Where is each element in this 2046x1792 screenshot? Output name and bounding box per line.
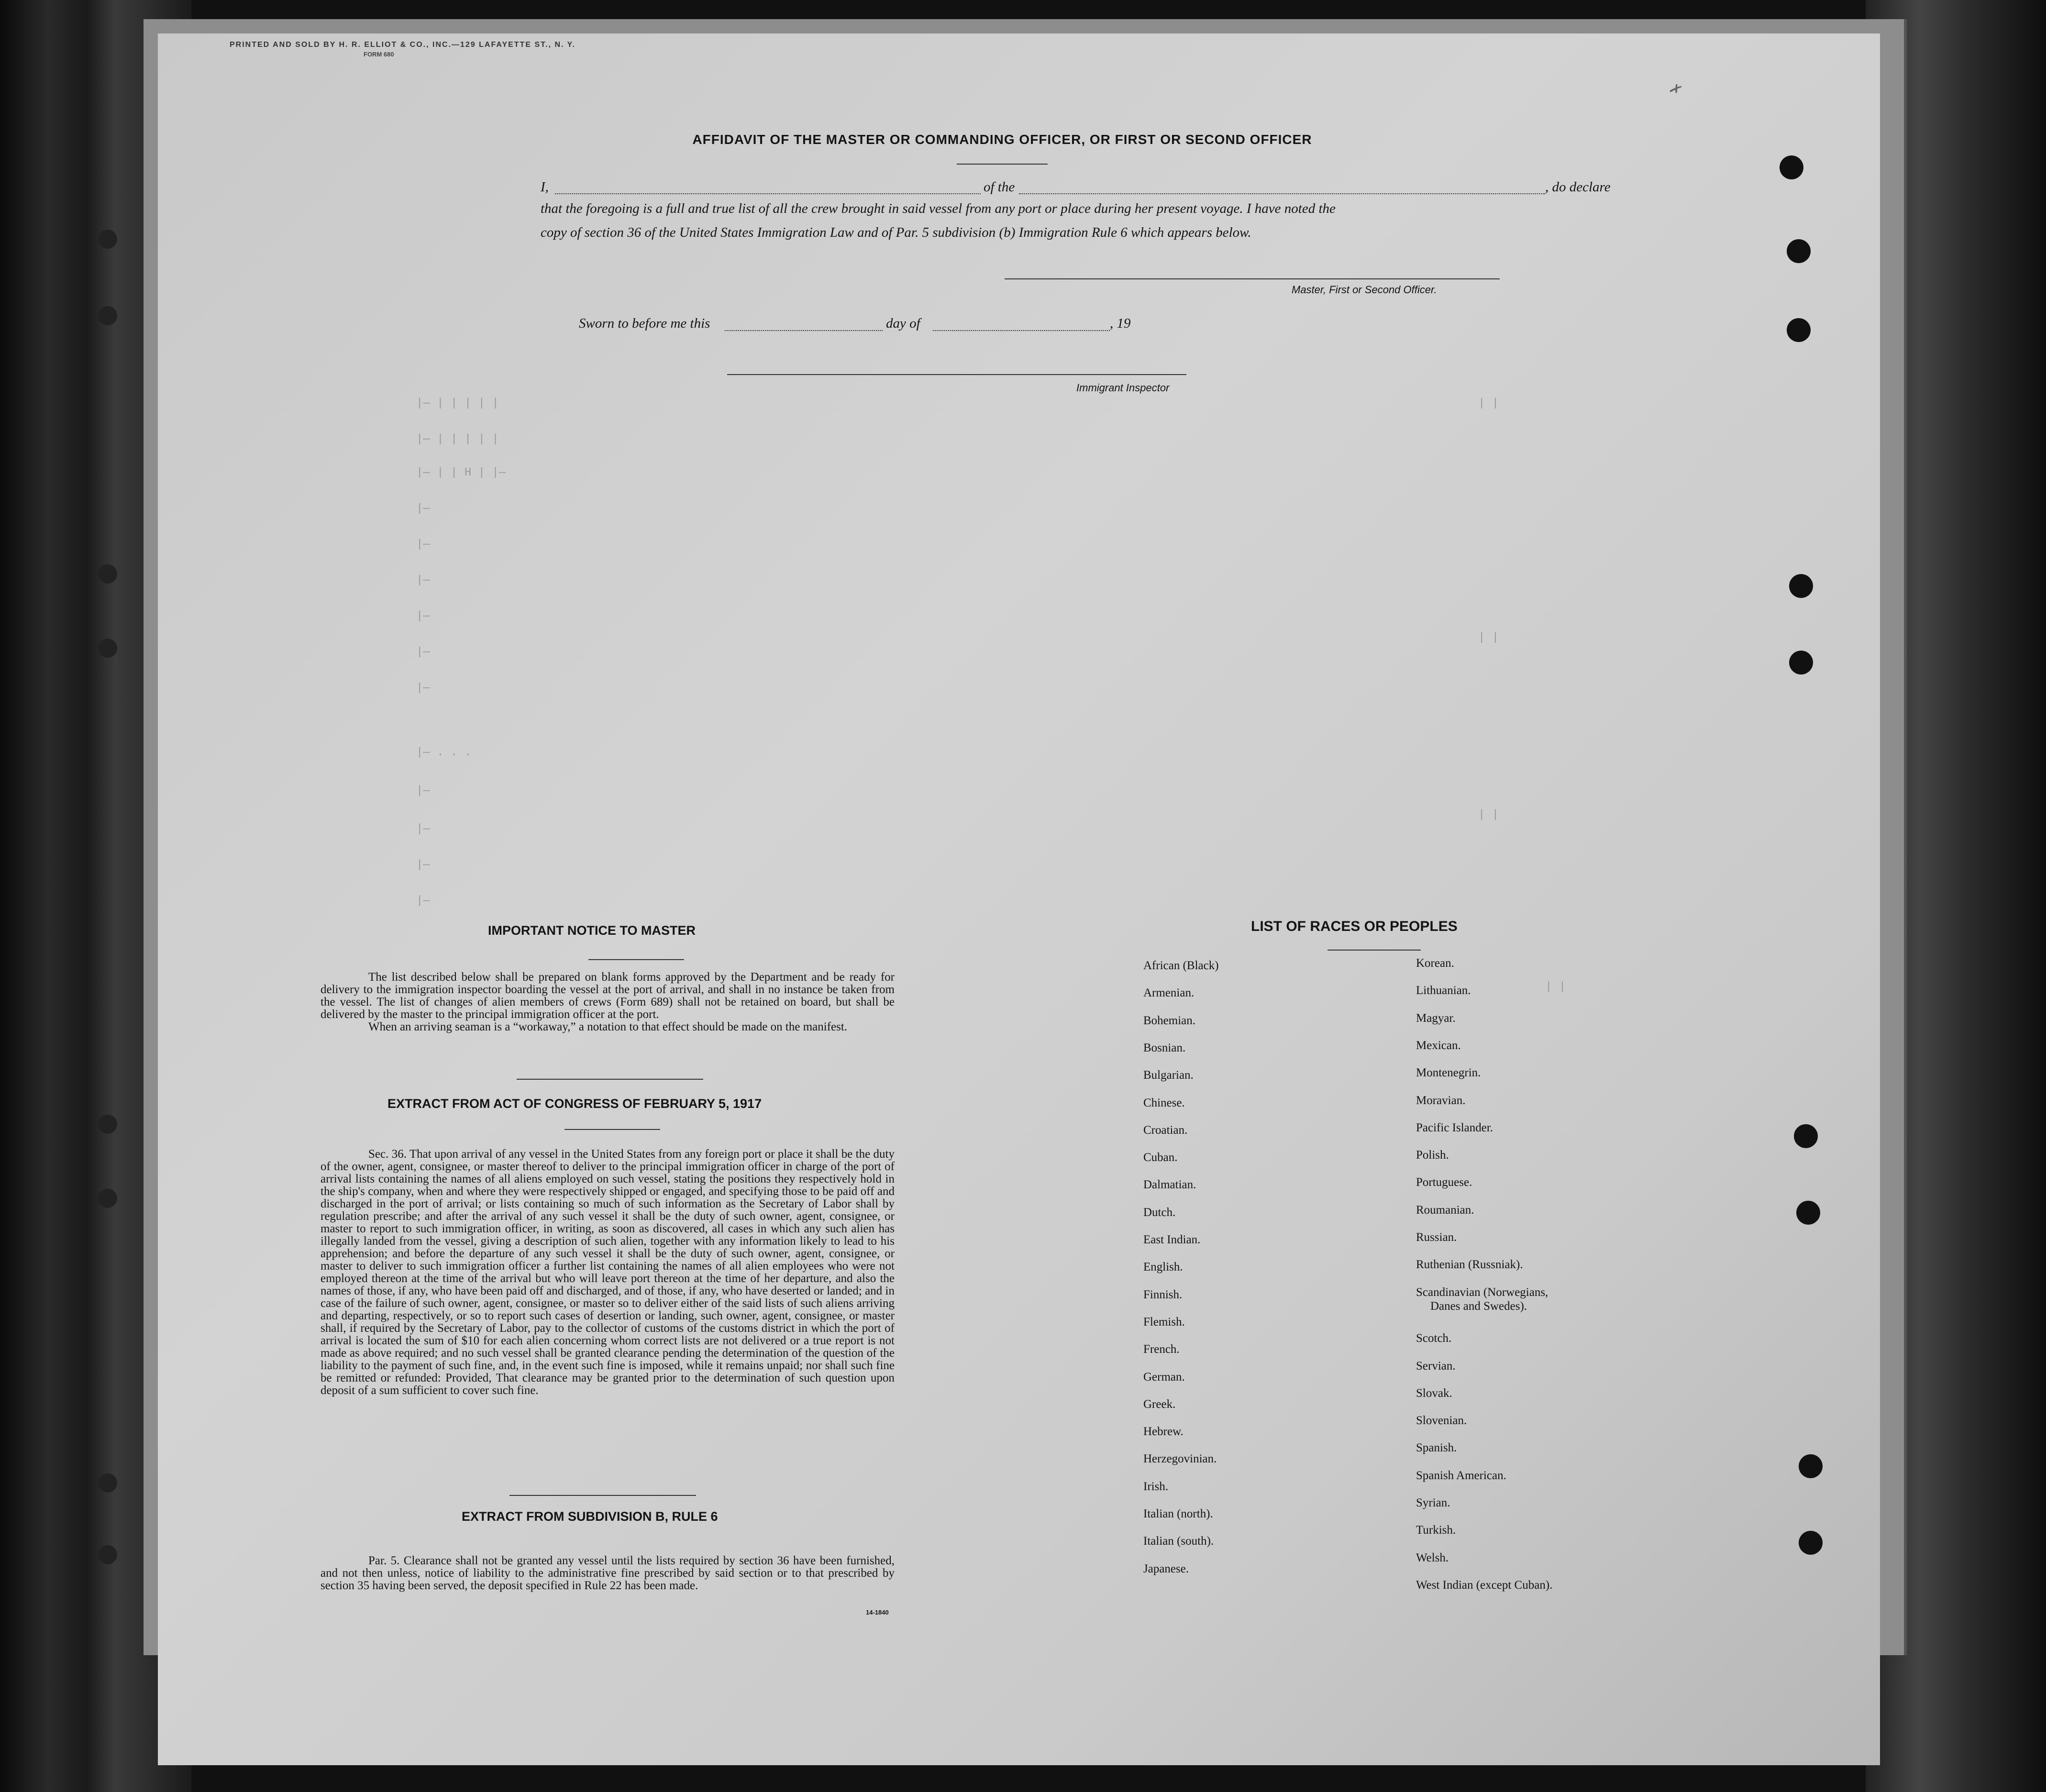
race-item: Slovak. — [1416, 1387, 1452, 1400]
race-item: Magyar. — [1416, 1012, 1456, 1025]
race-item: Polish. — [1416, 1149, 1449, 1161]
race-item: Bosnian. — [1143, 1041, 1186, 1054]
year-label: , 19 — [1110, 316, 1131, 331]
punch-hole — [1789, 574, 1813, 598]
race-item: Flemish. — [1143, 1316, 1185, 1328]
race-item: Chinese. — [1143, 1096, 1185, 1109]
act-heading: EXTRACT FROM ACT OF CONGRESS OF FEBRUARY 5, 1917 — [387, 1096, 762, 1111]
punch-hole — [1799, 1454, 1823, 1478]
manifest-page — [158, 33, 1880, 1765]
show-through-marks: |— — [416, 785, 430, 797]
show-through-marks: |— | | H | |— — [416, 466, 506, 479]
sworn-label: Sworn to before me this — [579, 316, 710, 331]
race-item: Finnish. — [1143, 1288, 1183, 1301]
sworn-month-line — [933, 330, 1110, 331]
binder-hole — [98, 1115, 117, 1134]
punch-hole — [1789, 651, 1813, 675]
punch-hole — [1799, 1531, 1823, 1555]
show-through-marks: | | — [1478, 808, 1499, 821]
race-item: Herzegovinian. — [1143, 1452, 1217, 1465]
affidavit-i-label: I, — [541, 179, 549, 195]
race-item: Welsh. — [1416, 1551, 1449, 1564]
race-item: Dalmatian. — [1143, 1178, 1196, 1191]
show-through-marks: | | — [1545, 981, 1566, 994]
race-item: Italian (south). — [1143, 1535, 1214, 1548]
master-signature-label: Master, First or Second Officer. — [1292, 284, 1437, 296]
races-heading: LIST OF RACES OR PEOPLES — [1251, 918, 1458, 934]
race-item: Spanish American. — [1416, 1469, 1506, 1482]
show-through-marks: |— . . . — [416, 746, 472, 759]
binder-hole — [98, 306, 117, 325]
affidavit-line-2: that the foregoing is a full and true list of all the crew brought in said vessel from any port or place during her present voyage. I have noted the — [541, 201, 1336, 216]
race-item: English. — [1143, 1261, 1183, 1273]
sworn-day-line — [725, 330, 883, 331]
race-item: Roumanian. — [1416, 1204, 1474, 1217]
notice-paragraph-1: The list described below shall be prepared on blank forms approved by the Department and be ready for delivery to the immigration inspector boarding the vessel at the port of arrival, and shall in no instance be taken from the vessel. The list of changes of alien members of crews (Form 689) shall not be retained on board, but shall be delivered by the master to the principal immigration officer at the port. — [321, 971, 895, 1021]
punch-hole — [1787, 239, 1811, 263]
race-item: African (Black) — [1143, 959, 1219, 972]
show-through-marks: |— | | | | | — [416, 433, 499, 446]
day-of-label: day of — [886, 316, 920, 331]
race-item: Spanish. — [1416, 1441, 1457, 1454]
affidavit-vessel-line — [1019, 193, 1545, 194]
affidavit-do-declare: , do declare — [1545, 179, 1611, 195]
race-item: Irish. — [1143, 1480, 1169, 1493]
race-item: Portuguese. — [1416, 1176, 1472, 1189]
race-item: Mexican. — [1416, 1039, 1461, 1052]
race-item: Montenegrin. — [1416, 1066, 1481, 1079]
binder-hole — [98, 1473, 117, 1493]
race-item: Cuban. — [1143, 1151, 1178, 1164]
notice-rule — [588, 959, 684, 960]
race-item: Pacific Islander. — [1416, 1121, 1493, 1134]
race-item: Russian. — [1416, 1231, 1457, 1244]
race-item: West Indian (except Cuban). — [1416, 1579, 1553, 1592]
binder-hole — [98, 230, 117, 249]
act-bottom-rule — [564, 1129, 660, 1130]
affidavit-name-line — [555, 193, 981, 194]
rule-top-rule — [509, 1495, 696, 1496]
race-item: Armenian. — [1143, 986, 1194, 999]
notice-text — [321, 971, 895, 1033]
show-through-marks: |— | | | | | — [416, 397, 499, 410]
pen-mark: ✗ — [1666, 79, 1685, 100]
act-section-36: Sec. 36. That upon arrival of any vessel in the United States from any foreign port or place it shall be the duty of the owner, agent, consignee, or master thereof to deliver to the principal immigration officer in charge of the port of arrival lists containing the names of all aliens employed on such vessel, stating the positions they respectively hold in the ship's company, when and where they were respectively shipped or engaged, and specifying those to be paid off and discharged in the port of arrival; or lists containing so much of such information as the Secretary of Labor shall by regulation prescribe; and after the arrival of any such vessel it shall be the duty of such owner, agent, consignee, or master to report to such immigration officer, in writing, as soon as discovered, all cases in which any such alien has illegally landed from the vessel, giving a description of such alien, together with any information likely to lead to his apprehension; and before the departure of any such vessel it shall be the duty of such owner, agent, consignee, or master to deliver to such immigration officer a further list containing the names of all alien employees who were not employed thereon at the time of the arrival but who will leave port thereon at the time of her departure, and also the names of those, if any, who have been paid off and discharged, and of those, if any, who have deserted or landed; and in case of the failure of such owner, agent, consignee, or master so to deliver either of the said lists of such aliens arriving and departing, respectively, or so to report such cases of desertion or landing, such owner, agent, consignee, or master shall, if required by the Secretary of Labor, pay to the collector of customs of the customs district in which the port of arrival is located the sum of $10 for each alien concerning whom correct lists are not delivered or a true report is not made as above required; and no such vessel shall be granted clearance pending the determination of the question of the liability to the payment of such fine, and, in the event such fine is imposed, while it remains unpaid; nor shall such fine be remitted or refunded: Provided, That clearance may be granted prior to the determination of such question upon deposit of a sum sufficient to cover such fine. — [321, 1148, 895, 1397]
race-item: Servian. — [1416, 1360, 1456, 1372]
show-through-marks: |— — [416, 895, 430, 907]
affidavit-heading: AFFIDAVIT OF THE MASTER OR COMMANDING OFFICER, OR FIRST OR SECOND OFFICER — [692, 132, 1312, 147]
show-through-marks: |— — [416, 502, 430, 515]
race-item: Italian (north). — [1143, 1507, 1213, 1520]
show-through-marks: |— — [416, 823, 430, 836]
act-text — [321, 1148, 895, 1397]
races-rule — [1327, 950, 1421, 951]
race-item: Scandinavian (Norwegians, — [1416, 1286, 1548, 1299]
race-item: Bulgarian. — [1143, 1069, 1194, 1082]
race-item: Bohemian. — [1143, 1014, 1196, 1027]
master-signature-line — [1005, 278, 1500, 279]
race-item: Korean. — [1416, 957, 1454, 970]
inspector-signature-line — [727, 374, 1186, 375]
race-item: Turkish. — [1416, 1524, 1456, 1537]
race-item: Dutch. — [1143, 1206, 1176, 1219]
race-item: Ruthenian (Russniak). — [1416, 1258, 1523, 1271]
race-item: Moravian. — [1416, 1094, 1466, 1107]
race-item: Japanese. — [1143, 1562, 1189, 1575]
notice-paragraph-2: When an arriving seaman is a “workaway,” a notation to that effect should be made on the manifest. — [368, 1020, 848, 1033]
punch-hole — [1794, 1124, 1818, 1148]
race-item: German. — [1143, 1371, 1185, 1383]
show-through-marks: |— — [416, 574, 430, 587]
race-item: Syrian. — [1416, 1496, 1450, 1509]
rule-text — [321, 1555, 895, 1592]
race-item: East Indian. — [1143, 1233, 1201, 1246]
form-number: 14-1840 — [866, 1609, 889, 1616]
binder-hole — [98, 639, 117, 658]
notice-heading: IMPORTANT NOTICE TO MASTER — [488, 923, 696, 938]
binder-hole — [98, 1189, 117, 1208]
show-through-marks: | | — [1478, 397, 1499, 410]
race-item: Scotch. — [1416, 1332, 1452, 1345]
act-top-rule — [517, 1079, 703, 1080]
show-through-marks: |— — [416, 610, 430, 623]
binder-hole — [98, 564, 117, 584]
punch-hole — [1787, 318, 1811, 342]
heading-rule — [957, 164, 1048, 165]
rule-paragraph-5: Par. 5. Clearance shall not be granted any vessel until the lists required by section 36 have been furnished, and not then unless, notice of liability to the administrative fine prescribed by said section or to that prescribed by section 35 having been served, the deposit specified in Rule 22 has been made. — [321, 1554, 895, 1592]
inspector-signature-label: Immigrant Inspector — [1076, 382, 1170, 394]
punch-hole — [1796, 1201, 1820, 1225]
race-item: Lithuanian. — [1416, 984, 1471, 997]
show-through-marks: |— — [416, 682, 430, 695]
show-through-marks: |— — [416, 859, 430, 872]
race-item: Slovenian. — [1416, 1414, 1467, 1427]
affidavit-of-the: of the — [984, 179, 1015, 195]
show-through-marks: |— — [416, 538, 430, 551]
punch-hole — [1780, 155, 1803, 179]
race-item: Croatian. — [1143, 1124, 1188, 1137]
show-through-marks: |— — [416, 646, 430, 659]
rule-heading: EXTRACT FROM SUBDIVISION B, RULE 6 — [462, 1509, 718, 1524]
show-through-marks: | | — [1478, 631, 1499, 644]
form-label: FORM 680 — [364, 51, 394, 58]
race-item: Danes and Swedes). — [1430, 1300, 1527, 1313]
race-item: Hebrew. — [1143, 1425, 1183, 1438]
race-item: French. — [1143, 1343, 1180, 1356]
printer-line: PRINTED AND SOLD BY H. R. ELLIOT & CO., INC.—129 LAFAYETTE ST., N. Y. — [230, 41, 575, 49]
race-item: Greek. — [1143, 1398, 1176, 1411]
affidavit-line-3: copy of section 36 of the United States Immigration Law and of Par. 5 subdivision (b) Immigration Rule 6 which appears below. — [541, 225, 1251, 240]
binder-hole — [98, 1545, 117, 1564]
